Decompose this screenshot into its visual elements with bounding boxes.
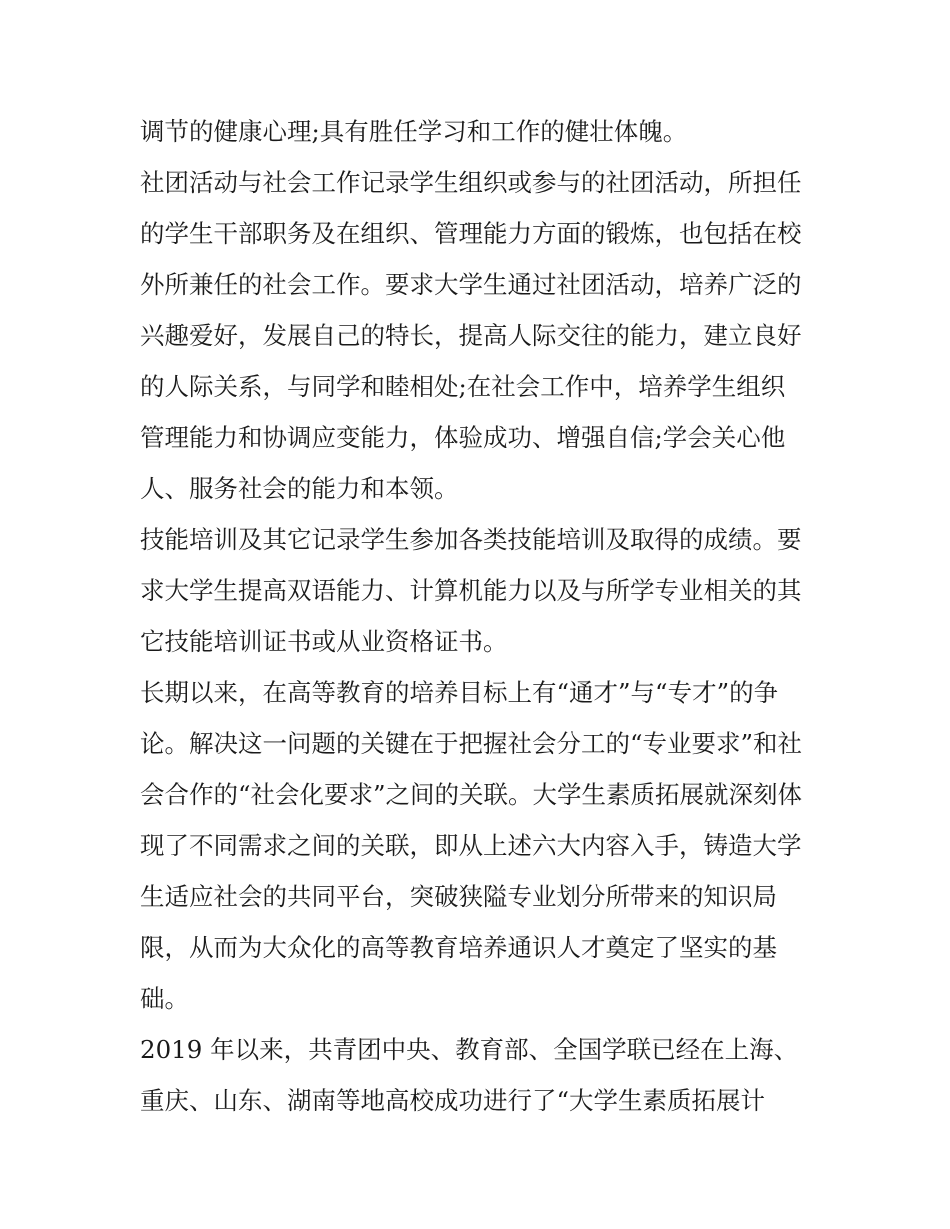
document-body <box>140 106 816 1126</box>
paragraph-skill-training <box>140 514 816 667</box>
text-line: 外所兼任的社会工作。要求大学生通过社团活动，培养广泛的 <box>140 270 802 299</box>
text-line: 长期以来，在高等教育的培养目标上有“通才”与“专才”的争 <box>140 678 779 707</box>
text-line: 人、服务社会的能力和本领。 <box>140 474 459 503</box>
text-line: 限，从而为大众化的高等教育培养通识人才奠定了坚实的基 <box>140 933 777 962</box>
text-line: 2019 年以来，共青团中央、教育部、全国学联已经在上海、 <box>140 1035 799 1064</box>
paragraph-since-2019 <box>140 1024 816 1126</box>
paragraph-club-activities <box>140 157 816 514</box>
text-line: 重庆、山东、湖南等地高校成功进行了“大学生素质拓展计 <box>140 1086 766 1115</box>
text-line: 调节的健康心理;具有胜任学习和工作的健壮体魄。 <box>140 117 688 146</box>
text-line: 技能培训及其它记录学生参加各类技能培训及取得的成绩。要 <box>140 525 802 554</box>
text-line: 生适应社会的共同平台，突破狭隘专业划分所带来的知识局 <box>140 882 777 911</box>
text-line: 的人际关系，与同学和睦相处;在社会工作中，培养学生组织 <box>140 372 786 401</box>
text-line: 础。 <box>140 984 189 1013</box>
text-line: 的学生干部职务及在组织、管理能力方面的锻炼，也包括在校 <box>140 219 802 248</box>
paragraph-health <box>140 106 816 157</box>
text-line: 会合作的“社会化要求”之间的关联。大学生素质拓展就深刻体 <box>140 780 803 809</box>
text-line: 论。解决这一问题的关键在于把握社会分工的“专业要求”和社 <box>140 729 803 758</box>
text-line: 管理能力和协调应变能力，体验成功、增强自信;学会关心他 <box>140 423 786 452</box>
text-line: 兴趣爱好，发展自己的特长，提高人际交往的能力，建立良好 <box>140 321 802 350</box>
text-line: 求大学生提高双语能力、计算机能力以及与所学专业相关的其 <box>140 576 802 605</box>
paragraph-generalist-specialist <box>140 667 816 1024</box>
text-line: 社团活动与社会工作记录学生组织或参与的社团活动，所担任 <box>140 168 802 197</box>
text-line: 现了不同需求之间的关联，即从上述六大内容入手，铸造大学 <box>140 831 802 860</box>
text-line: 它技能培训证书或从业资格证书。 <box>140 627 508 656</box>
